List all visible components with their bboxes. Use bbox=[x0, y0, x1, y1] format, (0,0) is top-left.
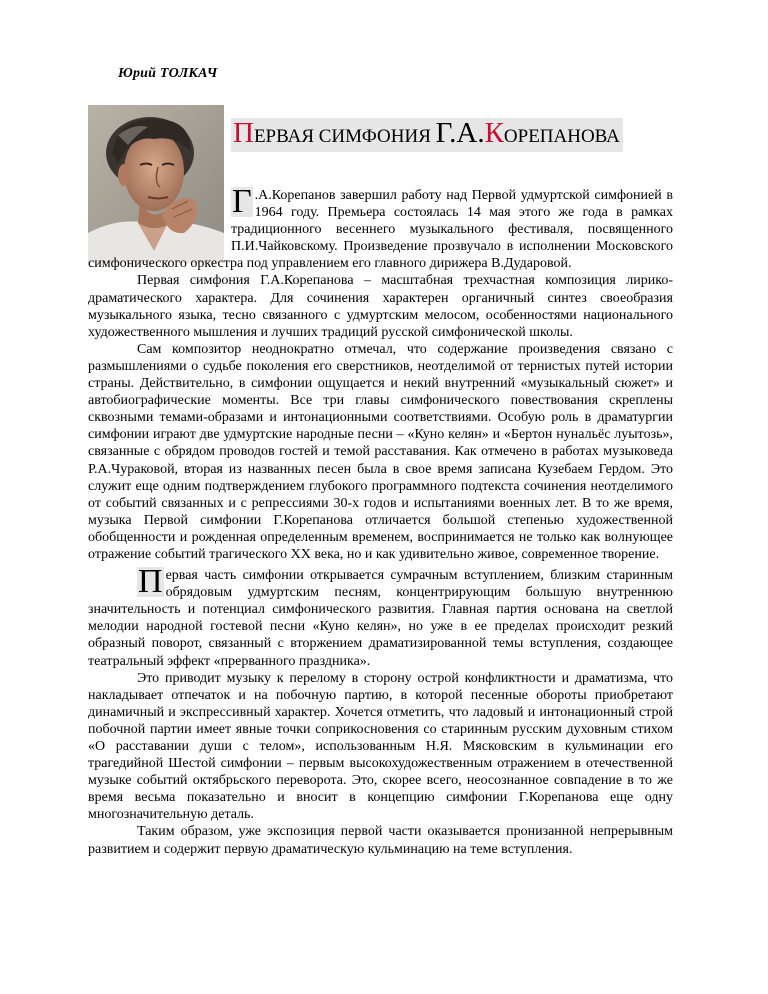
title-surname: ОРЕПАНОВА bbox=[503, 126, 620, 147]
title-initials: Г.А. bbox=[435, 117, 485, 149]
title-word-symphony: ЕРВАЯ СИМФОНИЯ bbox=[253, 126, 436, 147]
paragraph-4-text: ервая часть симфонии открывается сумрачным вступлением, близким старинным обрядовым удмуртским песням, концентрирующим большую внутреннюю значительность и потенциал симфонического развития. Главная партия основана на светлой мелодии народной гостевой песни «Куно келян», но уже в ее пределах происходит резкий образный поворот, связанный с вторжением драматизированной темы вступления, создающее театральный эффект «прерванного праздника». bbox=[88, 568, 673, 669]
paragraph-4 bbox=[88, 563, 673, 670]
dropcap-p: П bbox=[138, 563, 163, 601]
title-initial-p: П bbox=[233, 117, 254, 149]
title-initial-k: К bbox=[484, 117, 504, 149]
paragraph-1-text: .А.Корепанов завершил работу над Первой удмуртской симфонией в 1964 году. Премьера состоялась 14 мая этого же года в рамках традиционного весеннего музыкального фестиваля, посвященного П.И.Чайковскому. Произведение прозвучало в исполнении Московского симфонического оркестра под управлением его главного дирижера В.Дударовой. bbox=[88, 188, 673, 272]
paragraph-3: Сам композитор неоднократно отмечал, что содержание произведения связано с размышлениями о судьбе поколения его сверстников, неотделимой от тернистых путей истории страны. Действительно, в симфонии ощущается и некий внутренний «музыкальный сюжет» и автобиографические моменты. Все три главы симфонического повествования скреплены сквозными темами-образами и интонационными соответствиями. Особую роль в драматургии симфонии играют две удмуртские народные песни – «Куно келян» и «Бертон нунальёс луытозь», связанные с обрядом проводов гостей и темой расставания. Как отмечено в работах музыковеда Р.А.Чураковой, вторая из названных песен была в свое время записана Кузебаем Гердом. Это служит еще одним подтверждением глубокого программного подтекста сочинения неотделимого от событий связанных и с репрессиями 30-х годов и испытаниями военных лет. В то же время, музыка Первой симфонии Г.Корепанова отличается большой степенью художественной обобщенности и рожденная определенным временем, воспринимается не только как волнующее отражение событий трагического XX века, но и как удивительно живое, современное творение. bbox=[88, 341, 673, 562]
paragraph-6: Таким образом, уже экспозиция первой части оказывается пронизанной непрерывным развитием и содержит первую драматическую кульминацию на теме вступления. bbox=[88, 824, 673, 857]
author-name: Юрий ТОЛКАЧ bbox=[118, 66, 218, 81]
paragraph-2: Первая симфония Г.А.Корепанова – масштабная трехчастная композиция лирико-драматического характера. Для сочинения характерен органичный синтез своеобразия музыкального языка, тесно связанного с удмуртским мелосом, особенностями национального художественного мышления и лучших традиций русской симфонической школы. bbox=[88, 273, 673, 340]
article-body bbox=[88, 183, 673, 858]
paragraph-5: Это приводит музыку к перелому в сторону острой конфликтности и драматизма, что накладывает отпечаток и на побочную партию, в которой песенные обороты приобретают динамичный и экспрессивный характер. Хочется отметить, что ладовый и интонационный строй побочной партии имеет явные точки соприкосновения со старинным русским духовным стихом «О расставании души с телом», использованным Н.Я. Мясковским в кульминации его трагедийной Шестой симфонии – первым высокохудожественным отражением в отечественной музыке событий октябрьского переворота. Это, скорее всего, неосознанное совпадение в то же время весьма показательно и вносит в концепцию симфонии Г.Корепанова еще одну многозначительную деталь. bbox=[88, 670, 673, 823]
article-title bbox=[231, 118, 623, 152]
dropcap-g: Г bbox=[232, 183, 252, 220]
photo-spacer bbox=[88, 187, 231, 255]
indent-spacer bbox=[88, 567, 137, 568]
